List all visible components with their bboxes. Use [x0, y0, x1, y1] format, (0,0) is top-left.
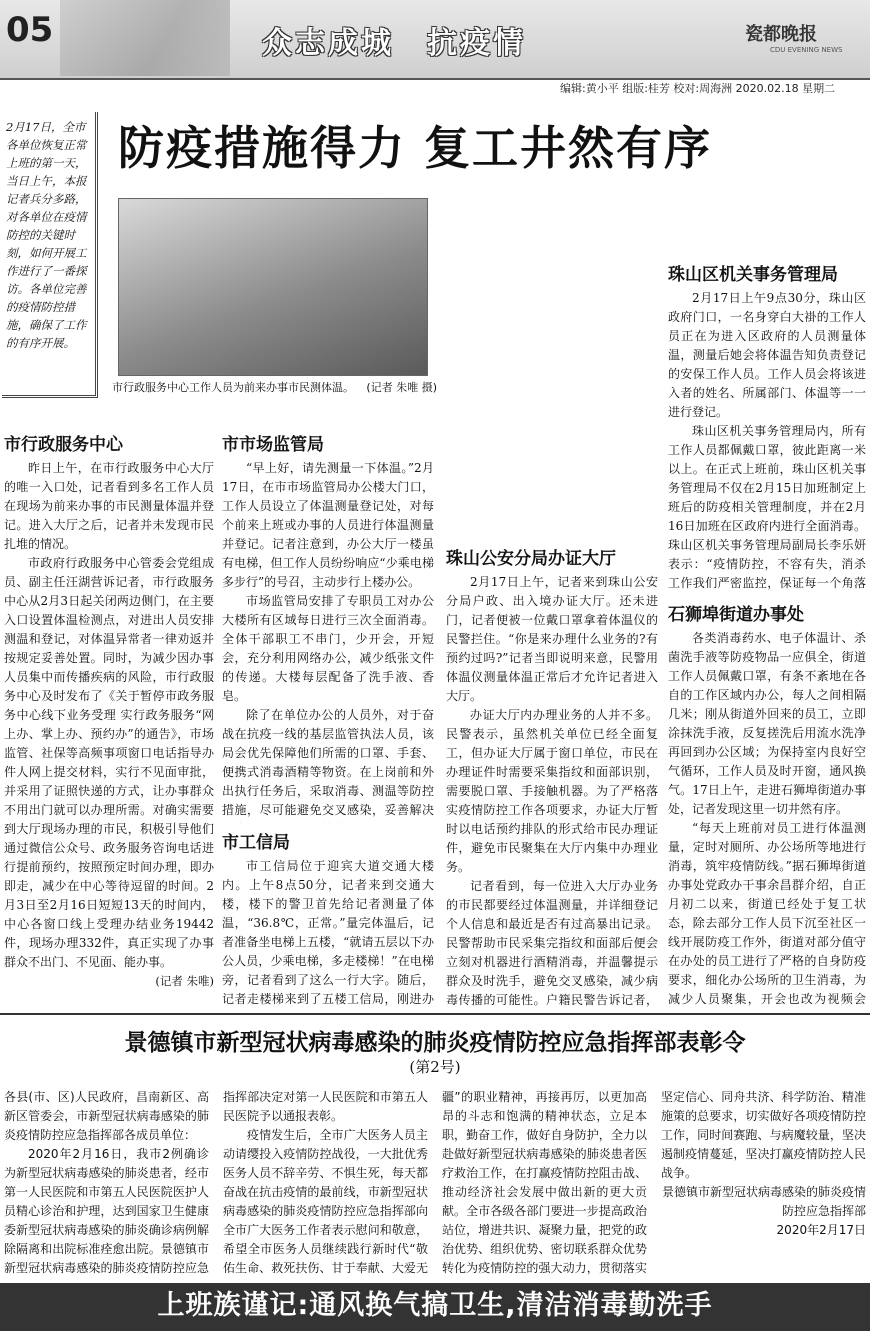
commendation-paragraph: 各县(市、区)人民政府，昌南新区、高新区管委会，市新型冠状病毒感染的肺炎疫情防控应急指挥部各成员单位： — [4, 1090, 209, 1142]
edition-credits: 编辑:黄小平 组版:桂芳 校对:周海洲 2020.02.18 星期二 — [560, 82, 836, 95]
newspaper-logo: 瓷都晚报 — [745, 24, 817, 45]
page-number: 05 — [6, 10, 54, 50]
article-column-2b — [222, 826, 434, 1008]
photo-caption — [112, 380, 437, 396]
article-paragraph: 2月17日上午9点30分，珠山区政府门口，一名身穿白大褂的工作人员正在为进入区政府的人员测量体温，测量后她会将体温告知负责登记的安保工作人员。工作人员会将该进入者的姓名、所属部门、体温等一一进行登记。 — [668, 291, 866, 419]
section-title: 珠山公安分局办证大厅 — [446, 549, 616, 569]
article-paragraph: 各类消毒药水、电子体温计、杀菌洗手液等防疫物品一应俱全，街道工作人员佩戴口罩，有条不紊地在各自的工作区域内办公，每人之间相隔几米；刚从街道外回来的员工，立即涂抹洗手液，反复搓洗后用流水洗净再回到办公区域；为保持室内良好空气循环，工作人员及时开窗，通风换气。17日上午，走进石狮埠街道办事处，记者发现这里一切井然有序。 — [668, 631, 866, 816]
commendation-signature: 景德镇市新型冠状病毒感染的肺炎疫情防控应急指挥部 — [661, 1185, 866, 1218]
section-divider — [0, 1013, 870, 1015]
article-paragraph: 市场监管局安排了专职员工对办公大楼所有区域每日进行三次全面消毒。全体干部职工不串门，少开会，开短会，充分利用网络办公，减少纸张文件的传递。大楼每层配备了洗手液、香皂。 — [222, 594, 434, 703]
section-title: 市行政服务中心 — [4, 435, 123, 455]
newspaper-logo-sub: CDU EVENING NEWS — [770, 46, 843, 54]
commendation-number: (第2号) — [409, 1058, 461, 1076]
photo-caption-text: 市行政服务中心工作人员为前来办事市民测体温。 — [112, 381, 354, 394]
intro-box: 2月17日，全市各单位恢复正常上班的第一天，当日上午，本报记者兵分多路，对各单位在疫情防控的关键时刻，如何开展工作进行了一番探访。各单位完善的疫情防控措施，确保了工作的有序开展。 — [2, 112, 98, 398]
article-paragraph: 办证大厅内办理业务的人并不多。民警表示，虽然机关单位已经全面复工，但办证大厅属于窗口单位，市民在办理证件时需要采集指纹和面部识别，需要脱口罩、手接触机器。为了严格落实疫情防控工作各项要求，办证大厅暂时以电话预约排队的形式给市民办理证件，避免市民聚集在大厅内集中办理业务。 — [446, 708, 658, 874]
article-paragraph: “早上好，请先测量一下体温。”2月17日，在市市场监管局办公楼大门口，工作人员设立了体温测量登记处，对每个前来上班或办事的人员进行体温测量并登记。记者注意到，办公大厅一楼虽有电梯，但工作人员纷纷响应“少乘电梯多步行”的号召，主动步行上楼办公。 — [222, 461, 434, 589]
commendation-paragraph: 2020年2月16日，我市2例确诊为新型冠状病毒感染的肺炎患者，经市第一人民医院和市第五人民医院医护人员精心诊治和护理，达到国家卫生健康委新型冠状病毒感染的肺炎确诊病例解除隔离和出院标准痊愈出院。景德镇市新型冠状病毒感染的肺炎疫情防控应急指挥部决定对第一人民医院和市第五人民医院予以通报表彰。 — [4, 1090, 428, 1275]
commendation-date: 2020年2月17日 — [776, 1223, 866, 1237]
article-paragraph: 市工信局位于迎宾大道交通大楼内。上午8点50分，记者来到交通大楼，楼下的警卫首先给记者测量了体温，“36.8℃，正常。”量完体温后，记者准备坐电梯上五楼，“就请五层以下办公人员，少乘电梯，多走楼梯！”在电梯旁，记者看到了这么一行大字。随后，记者走楼梯来到了五楼工信局，刚进办 — [222, 859, 434, 1006]
article-column-4b — [668, 598, 866, 1008]
page-headline: 防疫措施得力 复工井然有序 — [118, 121, 713, 175]
section-title: 市市场监管局 — [222, 435, 324, 455]
section-title: 市工信局 — [222, 833, 290, 853]
article-paragraph: 除了在单位办公的人员外，对于奋战在抗疫一线的基层监管执法人员，该局会优先保障他们所需的口罩、手套、便携式消毒酒精等物资。在上岗前和外出执行任务后，采取消毒、测温等防控措施，尽可能避免交叉感染，妥善解决 — [222, 708, 434, 817]
article-paragraph: 2月17日上午，记者来到珠山公安分局户政、出入境办证大厅。还未进门，记者便被一位戴口罩拿着体温仪的民警拦住。“你是来办理什么业务的?有预约过吗?”记者当即说明来意，民警用体温仪测量体温正常后才允许记者进入大厅。 — [446, 575, 658, 703]
article-column-2 — [222, 428, 434, 823]
section-title: 珠山区机关事务管理局 — [668, 265, 838, 285]
header-photo — [60, 0, 230, 76]
section-title: 石狮埠街道办事处 — [668, 605, 804, 625]
article-paragraph: 记者看到，每一位进入大厅办业务的市民都要经过体温测量，并详细登记个人信息和最近是否有过高暴出记录。民警帮助市民采集完指纹和面部后便会立刻对机器进行酒精消毒，并温馨提示群众及时洗手，避免交叉感染，减少病毒传播的可能性。户籍民警告诉记者， — [446, 879, 658, 1007]
article-paragraph: “每天上班前对员工进行体温测量，定时对厕所、办公场所等地进行消毒，筑牢疫情防线。”据石狮埠街道办事处党政办干事余昌群介绍，自正月初二以来，街道已经处于复工状态，除去部分工作人员下沉至社区一线开展防疫工作外，街道对部分值守在办处的员工进行了严格的自身防疫要求，细化办公场所的卫生消毒，为减少人员聚集，开会也改为视频会 — [668, 821, 866, 1006]
commendation-body — [4, 1088, 866, 1278]
article-column-4 — [668, 258, 866, 593]
news-photo — [118, 198, 428, 376]
footer-slogan: 上班族谨记:通风换气搞卫生,清洁消毒勤洗手 — [0, 1283, 870, 1331]
article-paragraph: 珠山区机关事务管理局内，所有工作人员都佩戴口罩，彼此距离一米以上。在正式上班前，珠山区机关事务管理局不仅在2月15日加班制定上班后的防疫相关管理制度，并在2月16日加班在区政府内进行全面消毒。珠山区机关事务管理局副局长李乐妍表示：“疫情防控，不容有失，消杀工作我们严密监控，保证每一个角落 — [668, 424, 866, 590]
byline: (记者 朱唯) — [155, 974, 214, 988]
article-column-1 — [4, 428, 214, 1008]
commendation-paragraph: 疫情发生后，全市广大医务人员主动请缨投入疫情防控战役，一大批优秀医务人员不辞辛劳、不惧生死，每天都奋战在抗击疫情的最前线，市新型冠状病毒感染的肺炎疫情防控应急指挥部向全市广大医务工作者表示慰问和敬意，希望全市医务人员继续践行新时代“敬佑生命、救死扶伤、甘于奉献、大爱无疆”的职业精神，再接再厉，以更加高昂的斗志和饱满的精神状态，立足本职，勤奋工作，做好自身防护，全力以赴做好新型冠状病毒感染的肺炎患者医疗救治工作，在打赢疫情防控阻击战、推动经济社会发展中做出新的更大贡献。全市各级各部门要进一步提高政治站位，增进共识、凝聚力量，把党的政治优势、组织优势、密切联系群众优势转化为疫情防控的强大动力，贯彻落实坚定信心、同舟共济、科学防治、精准施策的总要求，切实做好各项疫情防控工作，同时间赛跑、与病魔较量，坚决遏制疫情蔓延，坚决打赢疫情防控人民战争。 — [223, 1090, 866, 1275]
commendation-title: 景德镇市新型冠状病毒感染的肺炎疫情防控应急指挥部表彰令 — [124, 1030, 746, 1056]
article-column-3 — [446, 542, 658, 1008]
page-header — [0, 0, 870, 80]
article-paragraph: 市政府行政服务中心管委会党组成员、副主任汪湖营诉记者，市行政服务中心从2月3日起关闭两边侧门，在主要入口设置体温检测点，对进出人员安排测温和登记，对体温异常者一律劝返并按规定妥善处置。同时，为减少因办事人员集中而传播疾病的风险，市行政服务中心及时发布了《关于暂停市政务服务中心线下业务受理 实行政务服务“网上办、掌上办、预约办”的通告》，市场监管、社保等高频事项窗口电话指导办件人网上提交材料，实行不见面审批，并采用了证照快递的方式，让办事群众不用出门就可以办理所需。对确实需要到大厅现场办理的市民，积极引导他们通过微信公众号、政务服务咨询电话进行提前预约，按照预定时间办理，即办即走，减少在中心等待逗留的时间。2月3日至2月16日短短13天的时间内，中心各窗口线上受理办结业务19442件，现场办理332件，真正实现了办事群众不出门、不见面、能办事。 — [4, 556, 214, 969]
section-banner: 众志成城 抗疫情 — [262, 26, 526, 61]
article-paragraph: 昨日上午，在市行政服务中心大厅的唯一入口处，记者看到多名工作人员在现场为前来办事的市民测量体温并登记。进入大厅之后，记者并未发现市民扎堆的情况。 — [4, 461, 214, 551]
photo-credit: (记者 朱唯 摄) — [366, 381, 437, 394]
